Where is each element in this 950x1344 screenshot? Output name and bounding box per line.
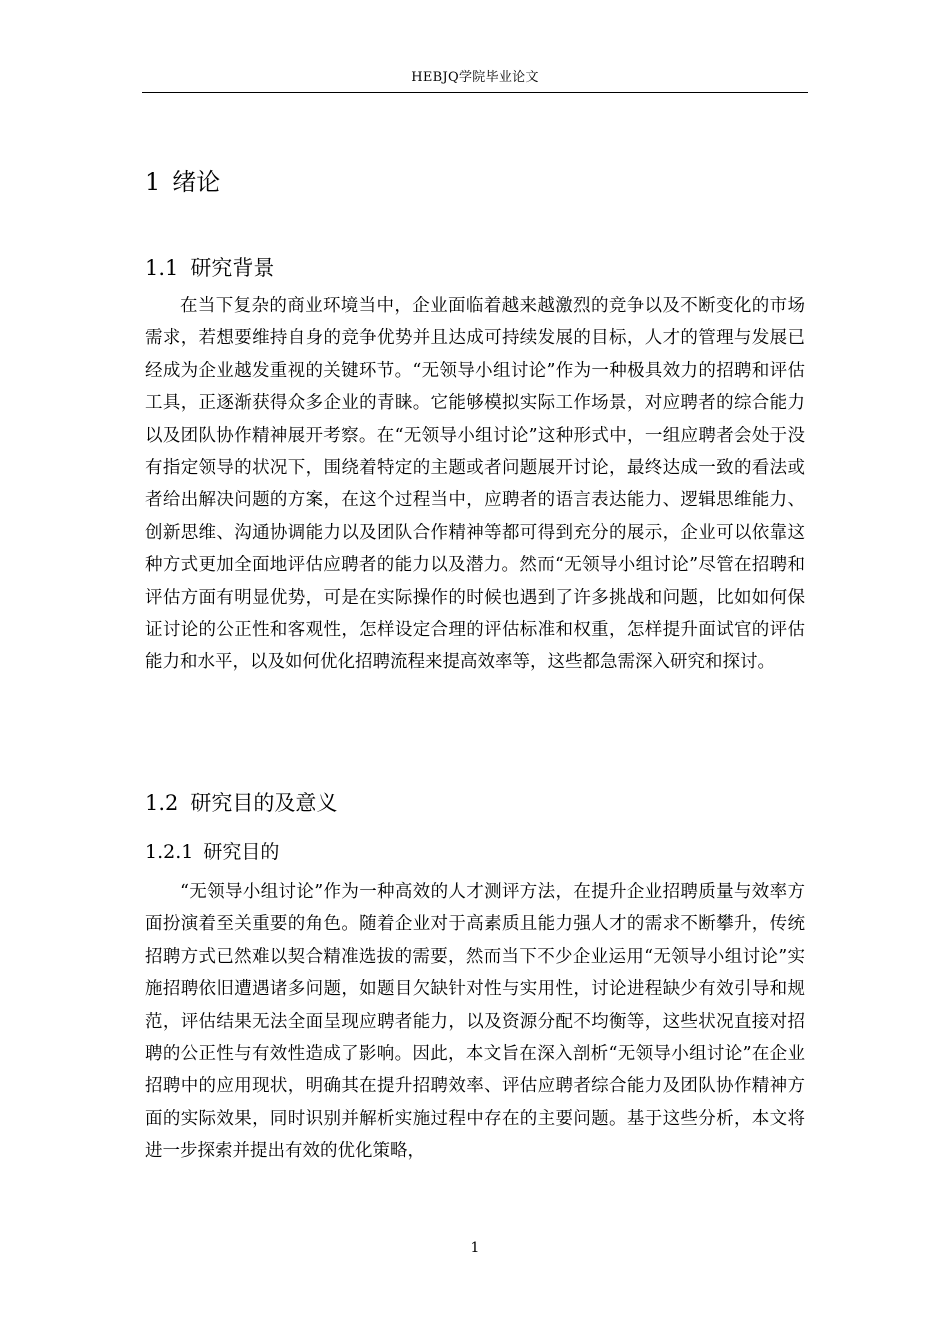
subsection-number: 1.2.1 — [145, 841, 194, 863]
section-number: 1.2 — [145, 791, 179, 815]
paragraph-research-purpose: “无领导小组讨论”作为一种高效的人才测评方法，在提升企业招聘质量与效率方面扮演着至关重要的角色。随着企业对于高素质且能力强人才的需求不断攀升，传统招聘方式已然难以契合精准选拔的需要，然而当下不少企业运用“无领导小组讨论”实施招聘依旧遭遇诸多问题，如题目欠缺针对性与实用性，讨论进程缺少有效引导和规范，评估结果无法全面呈现应聘者能力，以及资源分配不均衡等，这些状况直接对招聘的公正性与有效性造成了影响。因此，本文旨在深入剖析“无领导小组讨论”在企业招聘中的应用现状，明确其在提升招聘效率、评估应聘者综合能力及团队协作精神方面的实际效果，同时识别并解析实施过程中存在的主要问题。基于这些分析，本文将进一步探索并提出有效的优化策略， — [145, 882, 805, 1162]
paragraph-research-background: 在当下复杂的商业环境当中，企业面临着越来越激烈的竞争以及不断变化的市场需求，若想要维持自身的竞争优势并且达成可持续发展的目标，人才的管理与发展已经成为企业越发重视的关键环节。“无领导小组讨论”作为一种极具效力的招聘和评估工具，正逐渐获得众多企业的青睐。它能够模拟实际工作场景，对应聘者的综合能力以及团队协作精神展开考察。在“无领导小组讨论”这种形式中，一组应聘者会处于没有指定领导的状况下，围绕着特定的主题或者问题展开讨论，最终达成一致的看法或者给出解决问题的方案，在这个过程当中，应聘者的语言表达能力、逻辑思维能力、创新思维、沟通协调能力以及团队合作精神等都可得到充分的展示，企业可以依靠这种方式更加全面地评估应聘者的能力以及潜力。然而“无领导小组讨论”尽管在招聘和评估方面有明显优势，可是在实际操作的时候也遇到了许多挑战和问题，比如如何保证讨论的公正性和客观性，怎样设定合理的评估标准和权重，怎样提升面试官的评估能力和水平，以及如何优化招聘流程来提高效率等，这些都急需深入研究和探讨。 — [145, 296, 805, 673]
subsection-title: 研究目的 — [203, 841, 280, 863]
chapter-number: 1 — [145, 168, 161, 196]
page-number: 1 — [470, 1240, 480, 1256]
section-title: 研究目的及意义 — [190, 791, 338, 815]
subsection-heading-1-2-1 — [145, 837, 279, 864]
chapter-heading — [145, 162, 220, 197]
section-heading-1-1 — [145, 252, 274, 282]
page-header: HEBJQ学院毕业论文 — [411, 70, 539, 85]
chapter-title: 绪论 — [172, 168, 221, 196]
section-heading-1-2 — [145, 787, 337, 817]
section-title: 研究背景 — [190, 256, 275, 280]
section-number: 1.1 — [145, 256, 179, 280]
header-rule — [142, 92, 808, 93]
